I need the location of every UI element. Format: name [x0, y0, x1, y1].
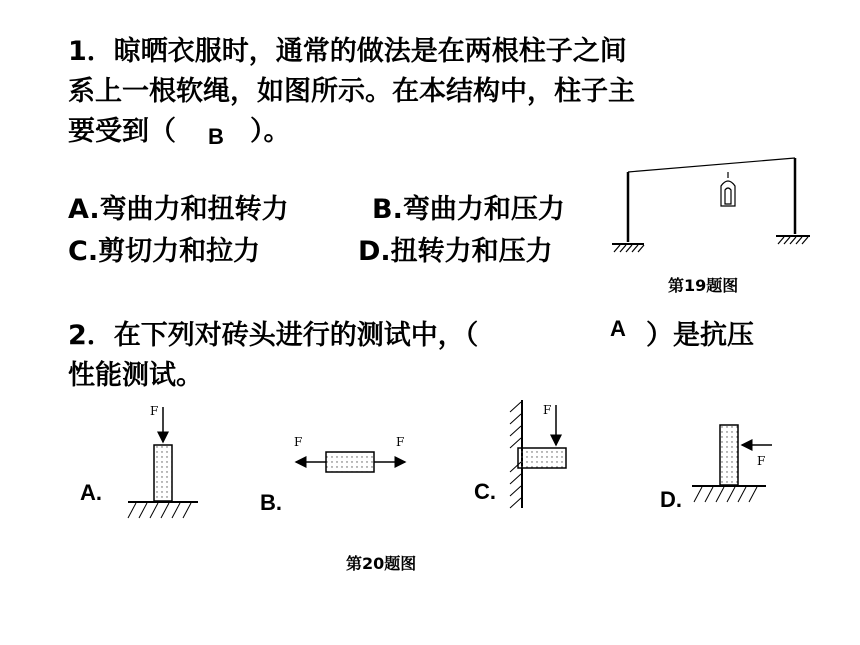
q2-line2: 性能测试。: [68, 360, 203, 391]
hanger-icon: [721, 172, 735, 206]
q1-figure-caption: 第19题图: [668, 276, 739, 295]
q2-label-c: C.: [474, 479, 496, 504]
force-label: F: [757, 454, 766, 468]
q1-line1: 1．晾晒衣服时，通常的做法是在两根柱子之间: [68, 36, 627, 67]
q1-line3-pre: 要受到（: [68, 116, 176, 147]
force-label: F: [294, 435, 303, 449]
test-figure-d: [692, 425, 772, 502]
q1-line2: 系上一根软绳，如图所示。在本结构中，柱子主: [68, 76, 635, 107]
q2-line1-post: ）是抗压: [646, 320, 754, 351]
test-figure-b: [294, 435, 405, 472]
clothesline-figure: [612, 158, 810, 252]
q1-answer: B: [208, 124, 224, 149]
q1-option-a: A.弯曲力和扭转力: [68, 194, 289, 225]
test-figure-a: [128, 404, 198, 518]
q2-answer: A: [610, 316, 626, 341]
q2-figure-caption: 第20题图: [346, 554, 417, 573]
q2-label-b: B.: [260, 490, 282, 515]
q1-line3-post: ）。: [250, 116, 291, 147]
test-figure-c: [510, 400, 566, 508]
q2-line1-pre: 2．在下列对砖头进行的测试中，（: [68, 320, 479, 351]
q1-option-c: C.剪切力和拉力: [68, 236, 261, 267]
force-label: F: [150, 404, 159, 418]
force-label: F: [543, 403, 552, 417]
q2-label-a: A.: [80, 480, 102, 505]
q1-option-b: B.弯曲力和压力: [372, 194, 565, 225]
q2-label-d: D.: [660, 487, 682, 512]
q1-option-d: D.扭转力和压力: [358, 236, 553, 267]
force-label: F: [396, 435, 405, 449]
